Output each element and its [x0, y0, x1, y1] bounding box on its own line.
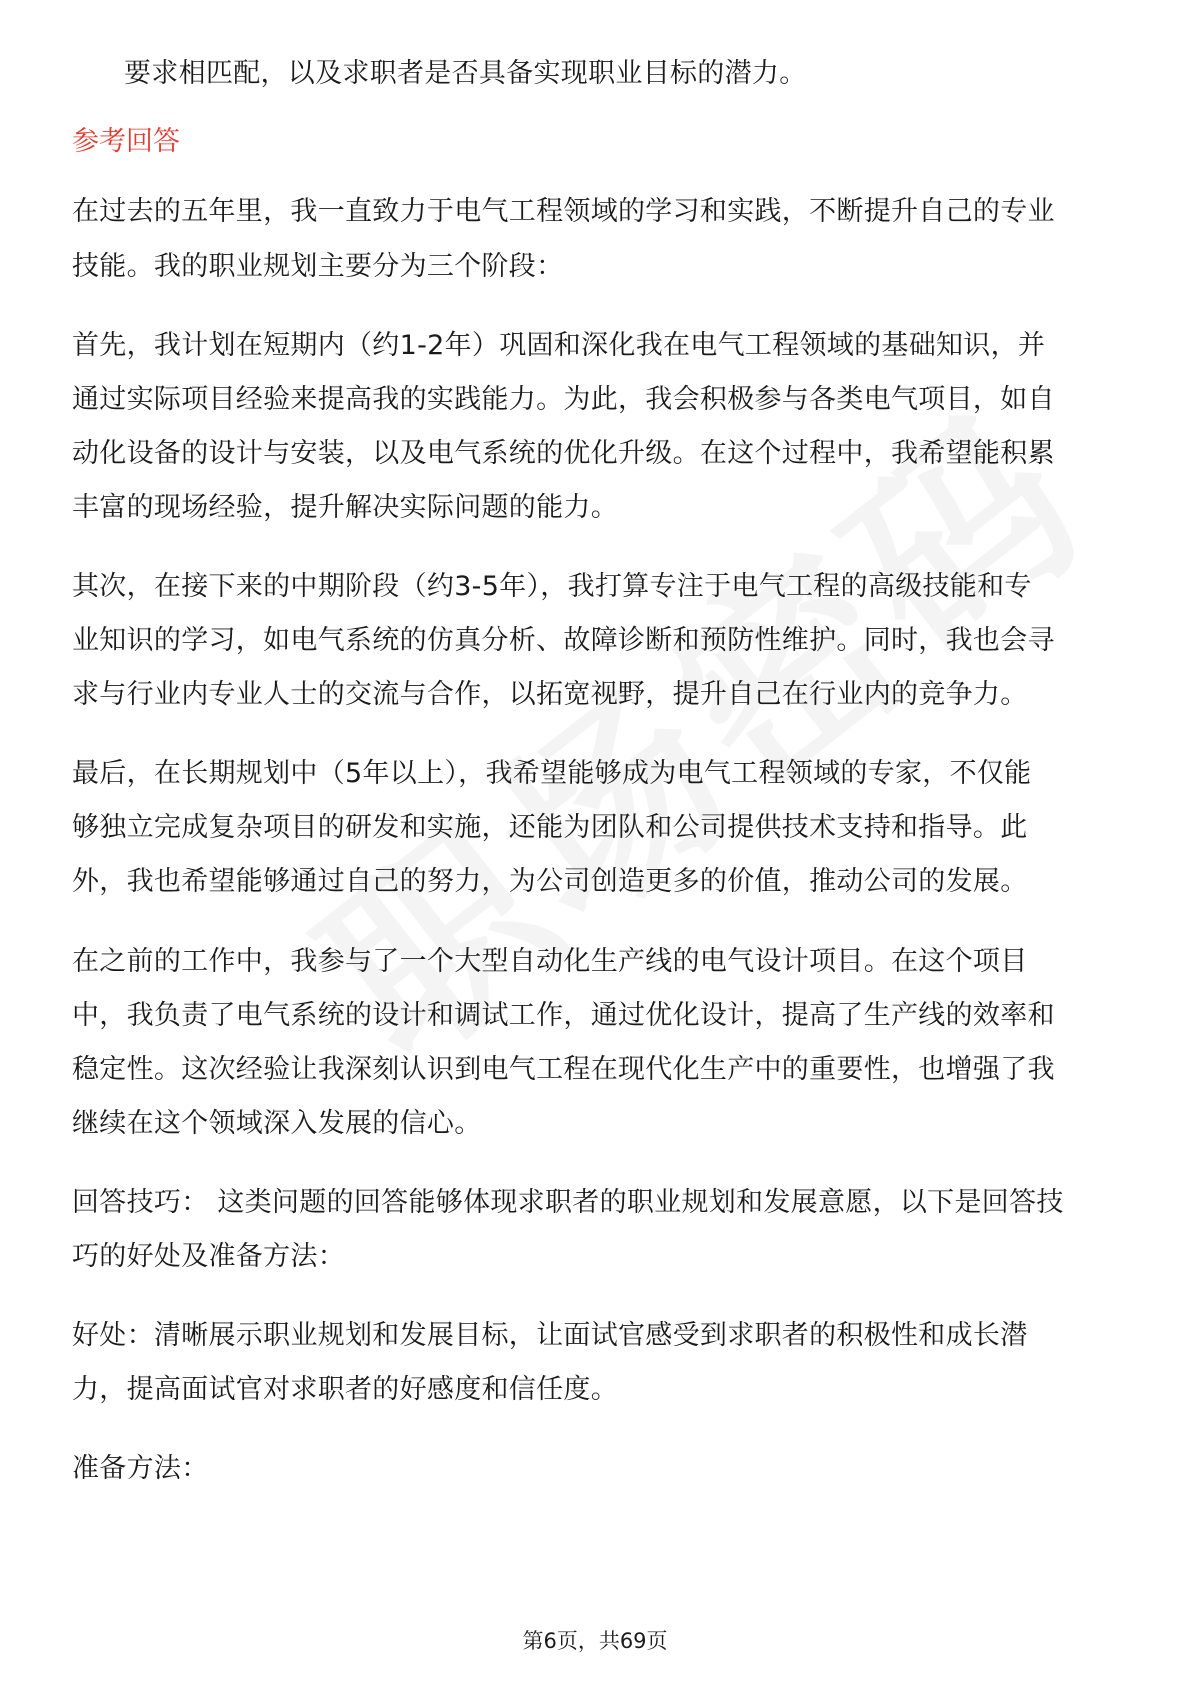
text-line: 技能。我的职业规划主要分为三个阶段： — [72, 251, 564, 282]
text-line: 求与行业内专业人士的交流与合作，以拓宽视野，提升自己在行业内的竞争力。 — [72, 679, 1028, 710]
text-line: 动化设备的设计与安装，以及电气系统的优化升级。在这个过程中，我希望能积累 — [72, 438, 1055, 469]
text-line: 外，我也希望能够通过自己的努力，为公司创造更多的价值，推动公司的发展。 — [72, 866, 1028, 897]
text-line: 在过去的五年里，我一直致力于电气工程领域的学习和实践，不断提升自己的专业 — [72, 196, 1055, 227]
text-line: 巧的好处及准备方法： — [72, 1241, 345, 1272]
text-line: 在之前的工作中，我参与了一个大型自动化生产线的电气设计项目。在这个项目 — [72, 946, 1028, 977]
text-line: 要求相匹配，以及求职者是否具备实现职业目标的潜力。 — [124, 58, 807, 89]
text-line: 继续在这个领域深入发展的信心。 — [72, 1108, 482, 1139]
text-line: 稳定性。这次经验让我深刻认识到电气工程在现代化生产中的重要性，也增强了我 — [72, 1054, 1055, 1085]
text-line: 好处：清晰展示职业规划和发展目标，让面试官感受到求职者的积极性和成长潜 — [72, 1320, 1028, 1351]
text-line: 丰富的现场经验，提升解决实际问题的能力。 — [72, 492, 618, 523]
text-line: 最后，在长期规划中（5年以上），我希望能够成为电气工程领域的专家，不仅能 — [72, 758, 1032, 789]
text-line: 够独立完成复杂项目的研发和实施，还能为团队和公司提供技术支持和指导。此 — [72, 812, 1028, 843]
text-line: 力，提高面试官对求职者的好感度和信任度。 — [72, 1374, 618, 1405]
section-heading: 参考回答 — [72, 126, 180, 157]
text-line: 回答技巧： 这类问题的回答能够体现求职者的职业规划和发展意愿，以下是回答技 — [72, 1187, 1064, 1218]
text-line: 通过实际项目经验来提高我的实践能力。为此，我会积极参与各类电气项目，如自 — [72, 384, 1055, 415]
text-line: 中，我负责了电气系统的设计和调试工作，通过优化设计，提高了生产线的效率和 — [72, 1000, 1055, 1031]
text-line: 其次，在接下来的中期阶段（约3-5年），我打算专注于电气工程的高级技能和专 — [72, 571, 1032, 602]
text-line: 准备方法： — [72, 1453, 209, 1484]
text-line: 业知识的学习，如电气系统的仿真分析、故障诊断和预防性维护。同时，我也会寻 — [72, 625, 1055, 656]
page-footer: 第6页，共69页 — [522, 1629, 668, 1653]
text-line: 首先，我计划在短期内（约1-2年）巩固和深化我在电气工程领域的基础知识，并 — [72, 330, 1046, 361]
